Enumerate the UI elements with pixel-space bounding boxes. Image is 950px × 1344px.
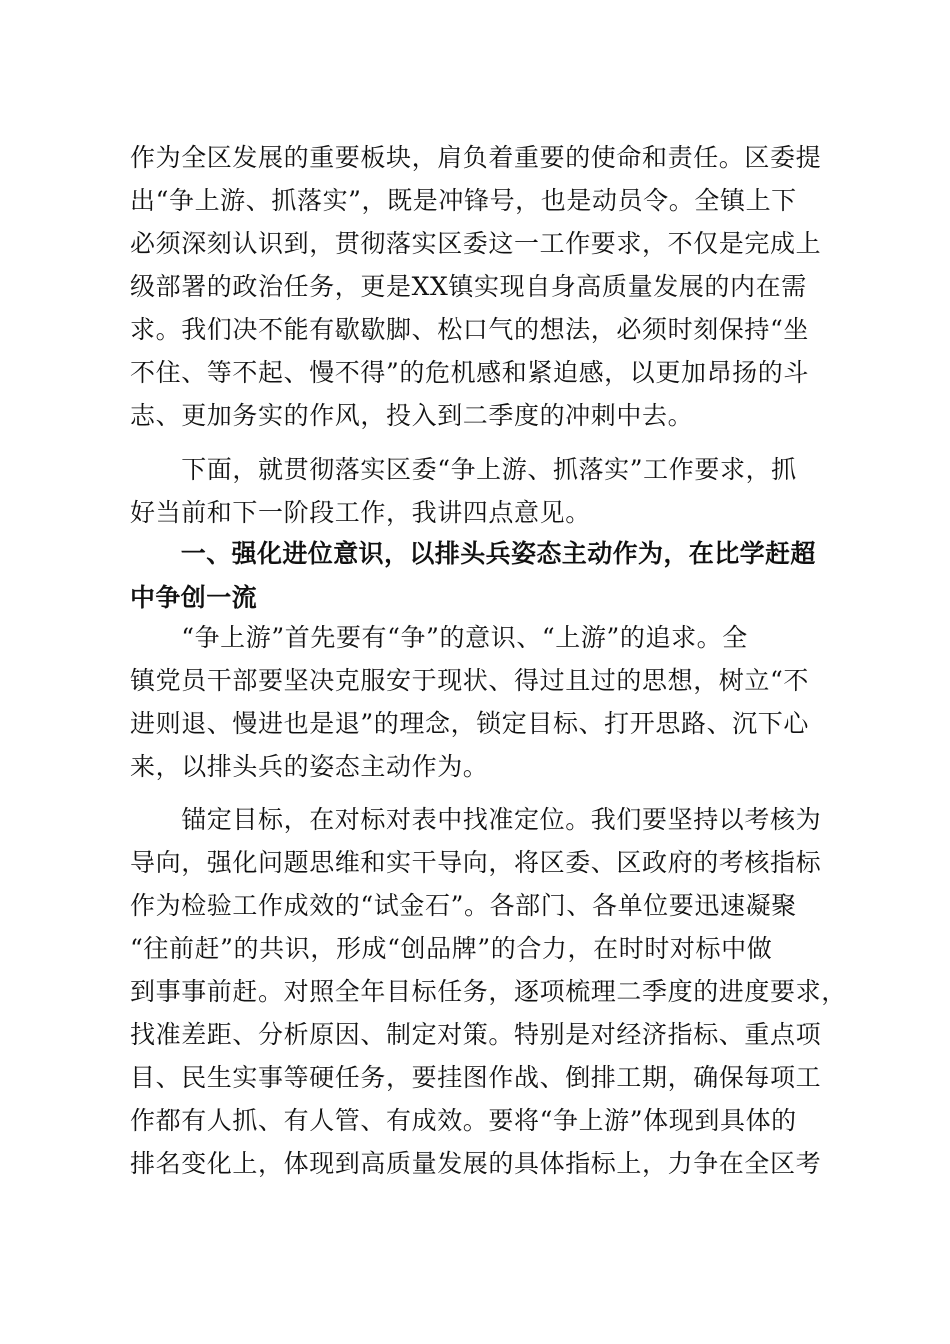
text-line: 作为全区发展的重要板块，肩负着重要的使命和责任。区委提 <box>130 143 822 172</box>
text-line: 进则退、慢进也是退”的理念，锁定目标、打开思路、沉下心 <box>130 709 809 738</box>
text-line: 找准差距、分析原因、制定对策。特别是对经济指标、重点项 <box>130 1020 822 1049</box>
text-line: 目、民生实事等硬任务，要挂图作战、倒排工期，确保每项工 <box>130 1063 822 1092</box>
text-line: 下面，就贯彻落实区委“争上游、抓落实”工作要求，抓 <box>130 455 797 484</box>
section-heading-line: 中争创一流 <box>130 583 258 612</box>
text-line: 到事事前赶。对照全年目标任务，逐项梳理二季度的进度要求， <box>130 977 847 1006</box>
text-line: 级部署的政治任务，更是XX镇实现自身高质量发展的内在需 <box>130 272 807 301</box>
text-line: 作都有人抓、有人管、有成效。要将“争上游”体现到具体的 <box>130 1106 797 1135</box>
section-heading-line: 一、强化进位意识，以排头兵姿态主动作为，在比学赶超 <box>130 539 816 568</box>
text-line: 来，以排头兵的姿态主动作为。 <box>130 752 489 781</box>
text-line: 好当前和下一阶段工作，我讲四点意见。 <box>130 498 591 527</box>
text-line: 排名变化上，体现到高质量发展的具体指标上，力争在全区考 <box>130 1149 822 1178</box>
text-line: 镇党员干部要坚决克服安于现状、得过且过的思想，树立“不 <box>130 666 809 695</box>
text-line: 志、更加务实的作风，投入到二季度的冲刺中去。 <box>130 401 694 430</box>
text-line: 锚定目标，在对标对表中找准定位。我们要坚持以考核为 <box>130 805 822 834</box>
text-line: “争上游”首先要有“争”的意识、“上游”的追求。全 <box>130 623 748 652</box>
text-line: 求。我们决不能有歇歇脚、松口气的想法，必须时刻保持“坐 <box>130 315 809 344</box>
text-line: 不住、等不起、慢不得”的危机感和紧迫感，以更加昂扬的斗 <box>130 358 809 387</box>
text-line: 导向，强化问题思维和实干导向，将区委、区政府的考核指标 <box>130 848 822 877</box>
text-line: 出“争上游、抓落实”，既是冲锋号，也是动员令。全镇上下 <box>130 186 797 215</box>
text-line: “往前赶”的共识，形成“创品牌”的合力，在时时对标中做 <box>130 934 773 963</box>
text-line: 作为检验工作成效的“试金石”。各部门、各单位要迅速凝聚 <box>130 891 797 920</box>
text-line: 必须深刻认识到，贯彻落实区委这一工作要求，不仅是完成上 <box>130 229 822 258</box>
